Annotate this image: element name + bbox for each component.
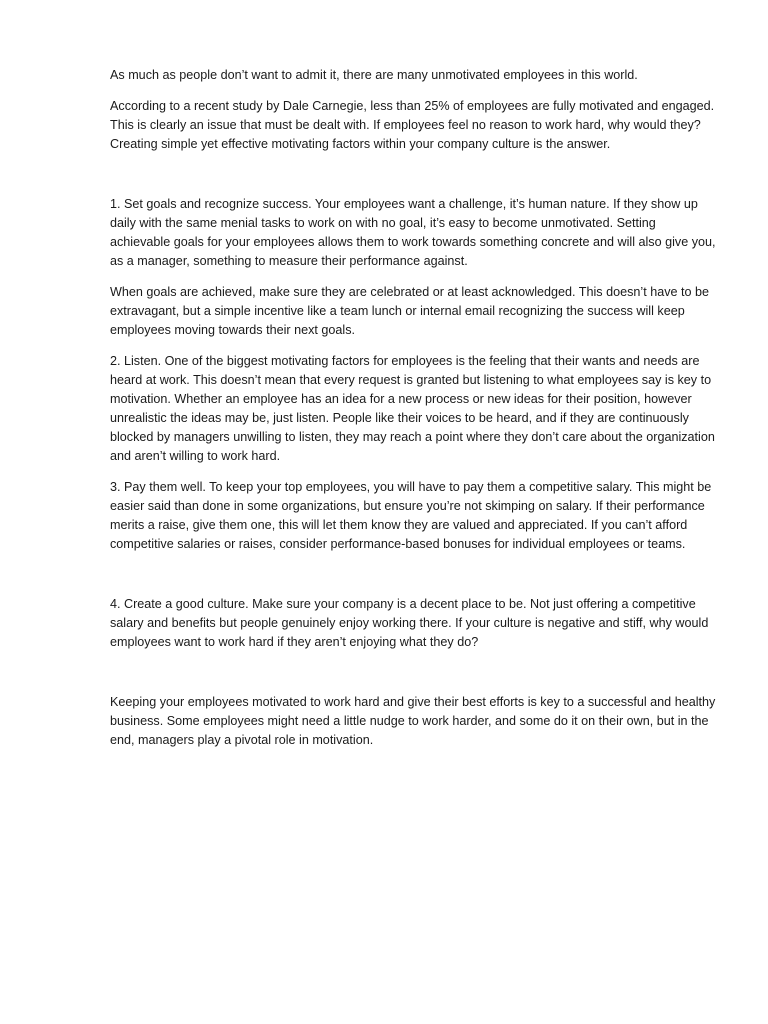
document-body [110,66,716,750]
point-1-paragraph: 1. Set goals and recognize success. Your employees want a challenge, it’s human nature. If they show up daily with the same menial tasks to work on with no goal, it’s easy to become unmotivated. Setting achievable goals for your employees allows them to work towards something concrete and will also give you, as a manager, something to measure their performance against. [110,197,716,268]
point-3-paragraph: 3. Pay them well. To keep your top employees, you will have to pay them a competitive salary. This might be easier said than done in some organizations, but ensure you’re not skimping on salary. If their performance merits a raise, give them one, this will let them know they are valued and appreciated. If you can’t afford competitive salaries or raises, consider performance-based bonuses for individual employees or teams. [110,480,712,551]
point-2-paragraph: 2. Listen. One of the biggest motivating factors for employees is the feeling that their wants and needs are heard at work. This doesn’t mean that every request is granted but listening to what employees say is key to motivation. Whether an employee has an idea for a new process or new ideas for their position, however unrealistic the ideas may be, just listen. People like their voices to be heard, and if they are continuously blocked by managers unwilling to listen, they may reach a point where they don’t care about the organization and aren’t willing to work hard. [110,354,715,463]
point-1-followup-paragraph: When goals are achieved, make sure they are celebrated or at least acknowledged. This doesn’t have to be extravagant, but a simple incentive like a team lunch or internal email recognizing the success will keep employees moving towards their next goals. [110,285,710,337]
point-4-paragraph: 4. Create a good culture. Make sure your company is a decent place to be. Not just offering a competitive salary and benefits but people genuinely enjoy working there. If your culture is negative and stiff, why would employees want to work hard if they aren’t enjoying what they do? [110,597,709,649]
conclusion-paragraph: Keeping your employees motivated to work hard and give their best efforts is key to a successful and healthy business. Some employees might need a little nudge to work harder, and some do it on their own, but in the end, managers play a pivotal role in motivation. [110,695,716,747]
study-paragraph: According to a recent study by Dale Carnegie, less than 25% of employees are fully motivated and engaged. This is clearly an issue that must be dealt with. If employees feel no reason to work hard, why would they? Creating simple yet effective motivating factors within your company culture is the answer. [110,99,715,151]
intro-paragraph: As much as people don’t want to admit it, there are many unmotivated employees in this world. [110,68,638,82]
